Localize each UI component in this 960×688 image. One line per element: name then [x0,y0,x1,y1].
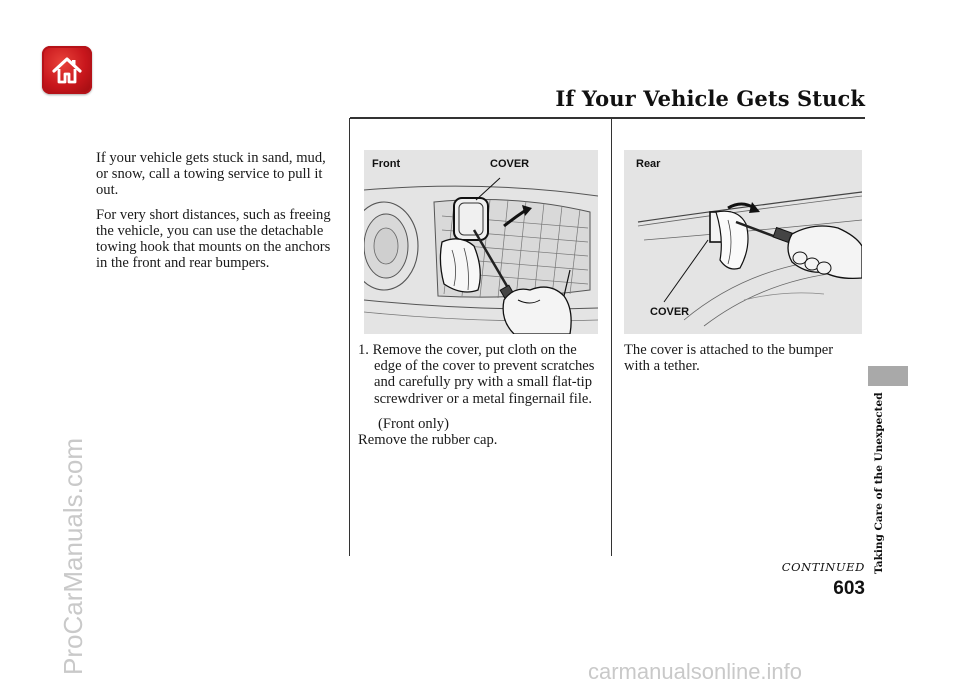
home-icon [50,53,84,87]
note-text: Remove the rubber cap. [358,432,498,449]
column-divider-1 [349,118,350,556]
rear-figure-label: Rear [636,158,661,170]
chapter-tab [868,366,908,386]
watermark-left-text: ProCarManuals.com [58,438,88,675]
title-rule [350,117,865,119]
intro-text [96,150,336,279]
chapter-title: Taking Care of the Unexpected [873,392,885,574]
front-bumper-drawing [364,150,598,334]
step-1: 1. Remove the cover, put cloth on the edge of the cover to prevent scratches and carefully pry with a small flat-tip screwdriver or a metal fingernail file. [358,342,595,407]
chapter-caption [873,394,893,574]
watermark-bottom: carmanualsonline.info [588,659,803,684]
tether-paragraph: The cover is attached to the bumper with a tether. [624,342,834,375]
rear-cover-callout: COVER [650,306,690,318]
front-cover-illustration [364,150,598,334]
section-title: If Your Vehicle Gets Stuck [555,86,865,111]
watermark-left [58,120,98,675]
note-qualifier: (Front only) [378,415,449,432]
page-number: 603 [833,578,865,599]
front-cover-callout: COVER [490,158,530,170]
front-figure-label: Front [372,158,401,170]
intro-paragraph-2: For very short distances, such as freeing the vehicle, you can use the detachable towing hook that mounts on the anchors in the front and rear bumpers. [96,206,331,272]
step-instructions [358,342,606,448]
column-divider-2 [611,118,612,556]
continued-label: CONTINUED [781,560,865,574]
intro-paragraph-1: If your vehicle gets stuck in sand, mud, or snow, call a towing service to pull it out. [96,150,326,199]
tether-text [624,342,862,374]
front-only-note [358,416,606,448]
rear-cover-illustration [624,150,862,334]
home-button[interactable] [42,46,92,94]
